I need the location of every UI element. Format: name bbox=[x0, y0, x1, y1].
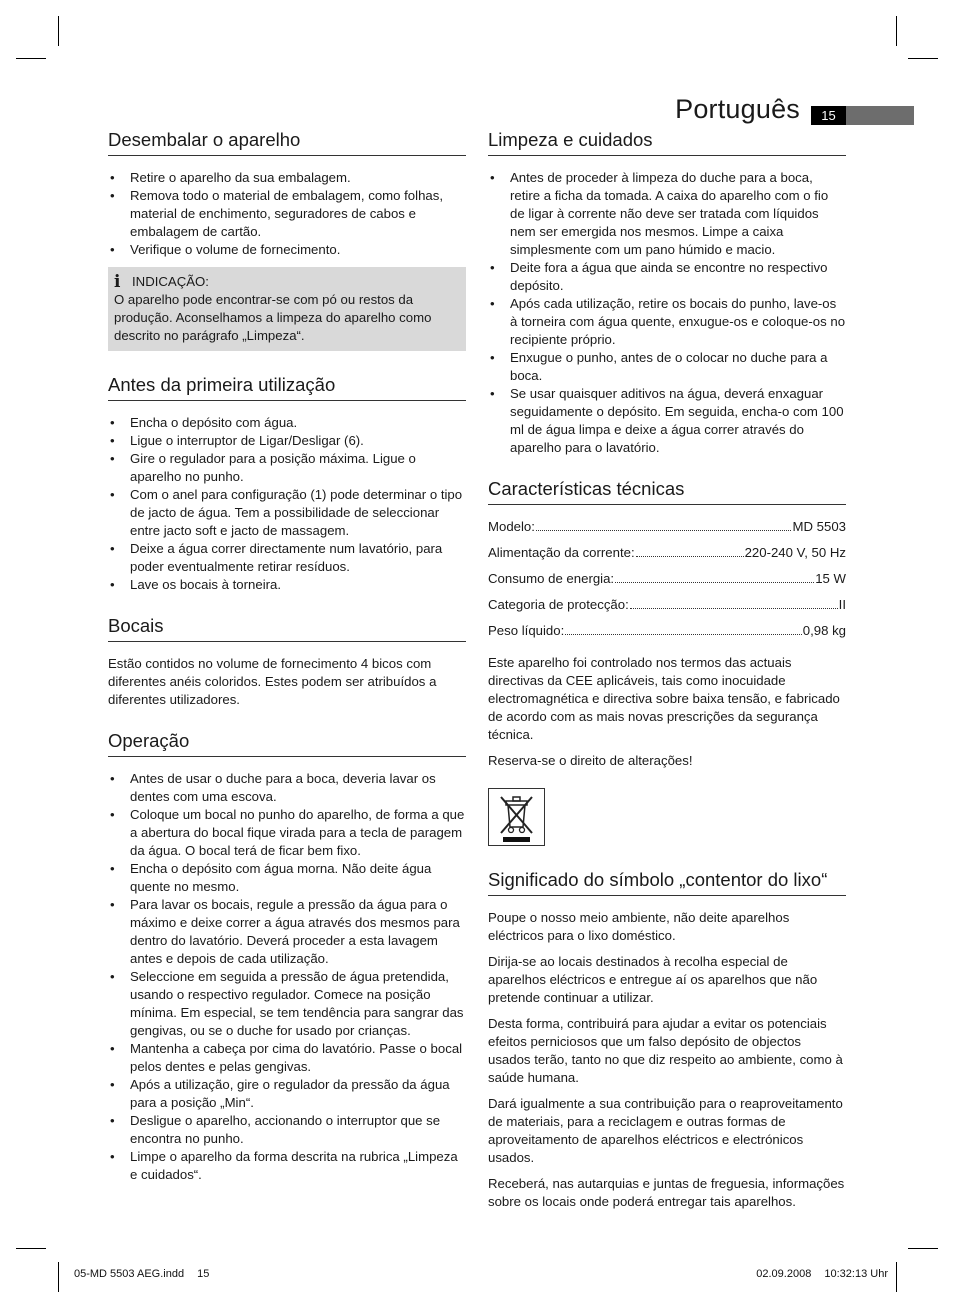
crop-mark bbox=[908, 58, 938, 59]
dot-leader bbox=[636, 556, 744, 557]
spec-value: 220-240 V, 50 Hz bbox=[744, 545, 846, 560]
crop-mark bbox=[908, 1248, 938, 1249]
section-title: Operação bbox=[108, 729, 466, 757]
bullet-list bbox=[108, 414, 466, 594]
spec-row bbox=[488, 518, 846, 536]
bullet-list bbox=[488, 169, 846, 457]
note-header bbox=[114, 273, 460, 291]
spec-label: Alimentação da corrente: bbox=[488, 545, 635, 560]
crop-mark bbox=[58, 1262, 59, 1292]
spec-value: II bbox=[838, 597, 846, 612]
section-title: Significado do símbolo „contentor do lixo“ bbox=[488, 868, 846, 896]
list-item: • Retire o aparelho da sua embalagem. bbox=[108, 169, 466, 187]
left-column bbox=[108, 128, 466, 1184]
spec-row bbox=[488, 570, 846, 588]
paragraph: Dirija-se ao locais destinados à recolha especial de aparelhos eléctricos e entregue aí os aparelhos que não pretende continuar a utilizar. bbox=[488, 954, 818, 1005]
crop-mark bbox=[896, 16, 897, 46]
list-item: • Encha o depósito com água. bbox=[108, 414, 466, 432]
footer-filename: 05-MD 5503 AEG.indd bbox=[74, 1268, 185, 1280]
bullet-list bbox=[108, 770, 466, 1184]
list-item: • Enxugue o punho, antes de o colocar no duche para a boca. bbox=[488, 349, 846, 385]
section-unpacking bbox=[108, 128, 466, 351]
crop-mark bbox=[896, 1262, 897, 1292]
section-title: Bocais bbox=[108, 614, 466, 642]
spec-value: 0,98 kg bbox=[802, 623, 846, 638]
footer-slug bbox=[74, 1268, 209, 1280]
crop-mark bbox=[58, 16, 59, 46]
list-item: • Lave os bocais à torneira. bbox=[108, 576, 466, 594]
section-title: Limpeza e cuidados bbox=[488, 128, 846, 156]
list-item: • Ligue o interruptor de Ligar/Desligar (6). bbox=[108, 432, 466, 450]
section-operation bbox=[108, 729, 466, 1184]
list-item: • Após a utilização, gire o regulador da pressão da água para a posição „Min“. bbox=[108, 1076, 466, 1112]
crop-mark bbox=[16, 1248, 46, 1249]
spec-row bbox=[488, 622, 846, 640]
section-bin-symbol bbox=[488, 868, 846, 1211]
paragraph: Estão contidos no volume de fornecimento 4 bicos com diferentes anéis coloridos. Estes podem ser atribuídos a diferentes utilizadores. bbox=[108, 656, 437, 707]
list-item: • Seleccione em seguida a pressão de água pretendida, usando o respectivo regulador. Comece na posição mínima. Em especial, se tem tendência para sangrar das gengivas, ou se o duche for usado por crianças. bbox=[108, 968, 466, 1040]
list-item: • Encha o depósito com água morna. Não deite água quente no mesmo. bbox=[108, 860, 466, 896]
info-icon: i bbox=[114, 272, 121, 292]
paragraph: Desta forma, contribuirá para ajudar a evitar os potenciais efeitos perniciosos que um falso depósito de objectos usados terão, tanto no que diz respeito ao ambiente, como à saúde humana. bbox=[488, 1016, 843, 1085]
bullet-list bbox=[108, 169, 466, 259]
dot-leader bbox=[630, 608, 838, 609]
list-item: • Antes de usar o duche para a boca, deveria lavar os dentes com uma escova. bbox=[108, 770, 466, 806]
section-first-use bbox=[108, 373, 466, 594]
dot-leader bbox=[615, 582, 814, 583]
list-item: • Remova todo o material de embalagem, como folhas, material de enchimento, seguradores de cabos e embalagem de cartão. bbox=[108, 187, 466, 241]
weee-bin-icon bbox=[488, 788, 545, 846]
page-number: 15 bbox=[811, 106, 846, 125]
section-title: Antes da primeira utilização bbox=[108, 373, 466, 401]
crossed-bin-icon bbox=[489, 789, 544, 845]
list-item: • Gire o regulador para a posição máxima. Ligue o aparelho no punho. bbox=[108, 450, 466, 486]
list-item: • Se usar quaisquer aditivos na água, deverá enxaguar seguidamente o depósito. Em seguida, encha-o com 100 ml de água limpa e deixe a água correr através do aparelho para o lavatório. bbox=[488, 385, 846, 457]
list-item: • Mantenha a cabeça por cima do lavatório. Passe o bocal pelos dentes e pelas gengivas. bbox=[108, 1040, 466, 1076]
note-label: INDICAÇÃO: bbox=[132, 274, 209, 289]
list-item: • Deixe a água correr directamente num lavatório, para poder eventualmente retirar resíduos. bbox=[108, 540, 466, 576]
dot-leader bbox=[536, 530, 792, 531]
list-item: • Após cada utilização, retire os bocais do punho, lave-os à torneira com água quente, enxugue-os e coloque-os no recipiente próprio. bbox=[488, 295, 846, 349]
footer-time: 10:32:13 Uhr bbox=[824, 1268, 888, 1280]
paragraph: Receberá, nas autarquias e juntas de freguesia, informações sobre os locais onde poderá entregar tais aparelhos. bbox=[488, 1176, 845, 1209]
list-item: • Deite fora a água que ainda se encontre no respectivo depósito. bbox=[488, 259, 846, 295]
crop-mark bbox=[16, 58, 46, 59]
page-language-title: Português bbox=[675, 94, 800, 124]
footer-page: 15 bbox=[197, 1268, 210, 1280]
section-nozzles bbox=[108, 614, 466, 709]
list-item: • Para lavar os bocais, regule a pressão da água para o máximo e deixe correr a água através dos mesmos para dentro do lavatório. Deverá proceder a esta lavagem antes e depois de cada utilização. bbox=[108, 896, 466, 968]
right-column bbox=[488, 128, 846, 1211]
footer-date: 02.09.2008 bbox=[756, 1268, 812, 1280]
list-item: • Antes de proceder à limpeza do duche para a boca, retire a ficha da tomada. A caixa do aparelho com o fio de ligar à corrente não deve ser tratada com líquidos nem ser emergida nos mesmos. Limpe a caixa simplesmente com um pano húmido e macio. bbox=[488, 169, 846, 259]
paragraph: Poupe o nosso meio ambiente, não deite aparelhos eléctricos para o lixo doméstico. bbox=[488, 910, 790, 943]
paragraph: Reserva-se o direito de alterações! bbox=[488, 753, 693, 768]
list-item: • Verifique o volume de fornecimento. bbox=[108, 241, 466, 259]
section-title: Desembalar o aparelho bbox=[108, 128, 466, 156]
note-text: O aparelho pode encontrar-se com pó ou restos da produção. Aconselhamos a limpeza do aparelho como descrito no parágrafo „Limpeza“. bbox=[114, 292, 432, 343]
footer-timestamp bbox=[756, 1268, 888, 1280]
spec-row bbox=[488, 544, 846, 562]
dot-leader bbox=[565, 634, 801, 635]
spec-list bbox=[488, 518, 846, 640]
section-specs bbox=[488, 477, 846, 770]
spec-value: 15 W bbox=[815, 571, 846, 586]
spec-label: Categoria de protecção: bbox=[488, 597, 629, 612]
paragraph: Este aparelho foi controlado nos termos das actuais directivas da CEE aplicáveis, tais como inocuidade electromagnética e directiva sobre baixa tensão, e fabricado de acordo com as mais novas prescrições da segurança técnica. bbox=[488, 655, 840, 742]
spec-label: Modelo: bbox=[488, 519, 535, 534]
section-title: Características técnicas bbox=[488, 477, 846, 505]
list-item: • Coloque um bocal no punho do aparelho, de forma a que a abertura do bocal fique virada para a tecla de paragem da água. O bocal terá de ficar bem fixo. bbox=[108, 806, 466, 860]
list-item: • Com o anel para configuração (1) pode determinar o tipo de jacto de água. Tem a possibilidade de seleccionar entre jacto soft e jacto de massagem. bbox=[108, 486, 466, 540]
spec-row bbox=[488, 596, 846, 614]
spec-label: Peso líquido: bbox=[488, 623, 565, 638]
note-box bbox=[108, 267, 466, 351]
paragraph: Dará igualmente a sua contribuição para o reaproveitamento de materiais, para a reciclagem e outras formas de aproveitamento de aparelhos eléctricos e electrónicos usados. bbox=[488, 1096, 843, 1165]
spec-value: MD 5503 bbox=[792, 519, 846, 534]
list-item: • Limpe o aparelho da forma descrita na rubrica „Limpeza e cuidados“. bbox=[108, 1148, 466, 1184]
section-cleaning bbox=[488, 128, 846, 457]
spec-label: Consumo de energia: bbox=[488, 571, 615, 586]
list-item: • Desligue o aparelho, accionando o interruptor que se encontra no punho. bbox=[108, 1112, 466, 1148]
